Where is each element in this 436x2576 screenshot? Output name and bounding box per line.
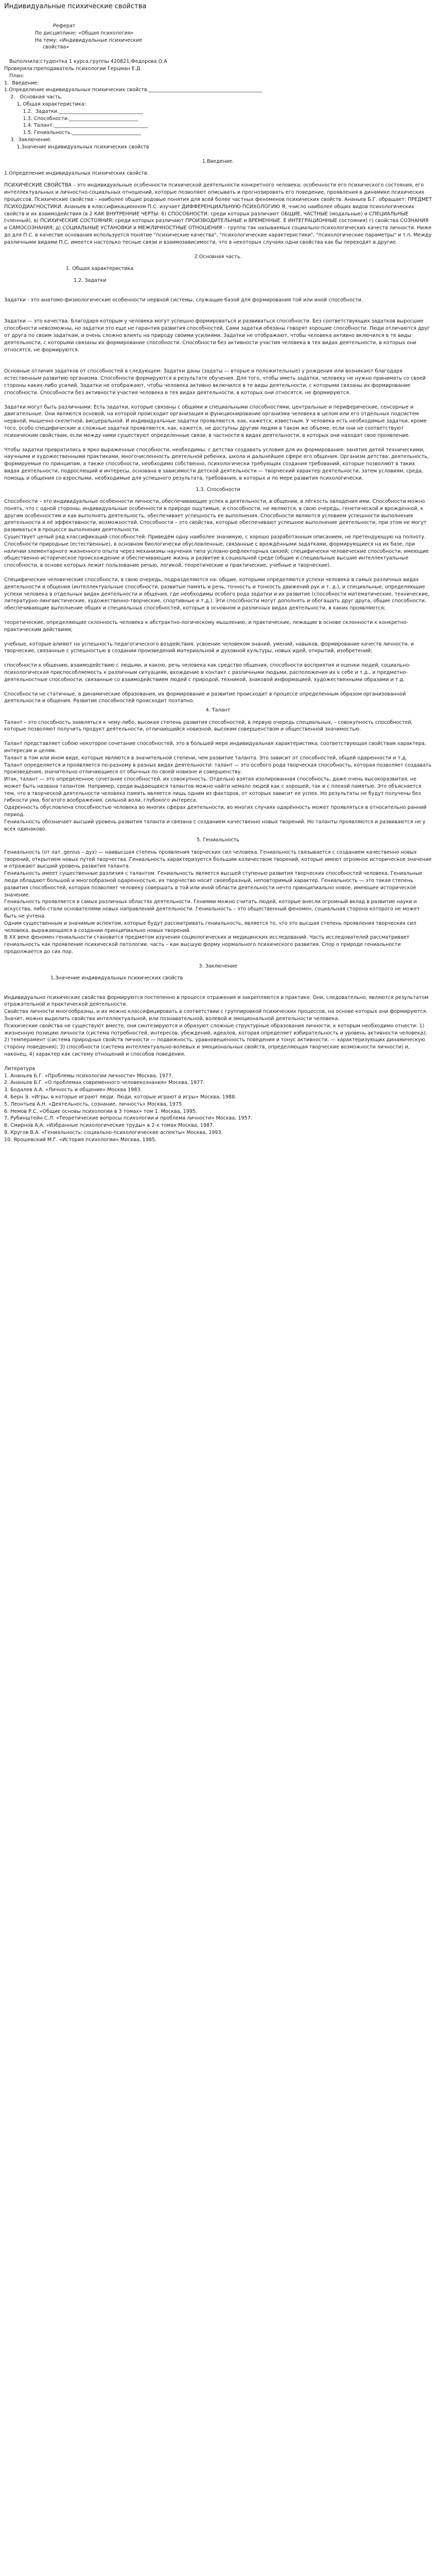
toc-item: 1.Определение индивидуальных психических свойств.______________________________________________	[4, 87, 263, 93]
talent-paragraph-6: Одаренность обусловлена способностью человека во многих сферах деятельности, во многих случаях одарённость может проявляться в относительно ранний период.	[4, 805, 427, 818]
bibliography-item: 3. Бодалев А.А. «Личность и общение» Москва 1983.	[4, 1087, 142, 1093]
genius-paragraph-2: Гениальность имеет существенные различия с талантом. Гениальность является высшей ступенью развития творческих способностей человека. Гениальные люди обладают большой и многообразной одаренностью, их творчество носит своеобразный, неповторимый характер. Гениальность — это такая степень развития способностей, которая позволяет человеку совершать в той или иной области деятельности нечто принципиально новое, имеющее историческое значение.	[4, 871, 423, 898]
bibliography-item: 1. Ананьев Б.Г. «Проблемы психологии личности» Москва, 1977.	[4, 1073, 173, 1079]
talent-heading: 4. Талант	[205, 707, 231, 714]
toc-item: 3. Заключение.	[4, 137, 52, 143]
zadatki-paragraph-1: Задатки - это анатомо-физиологические особенности нервной системы, служащие базой для формирования той или иной способности.	[4, 297, 363, 303]
genius-paragraph-5: В XX веке феномен гениальности становится предметом изучения социологических и медицинских исследований. Часть исследователей рассматривает гениальность как проявление психической патологии, часть – как высшую форму нормального психического развития. Спор о природе гениальности продолжается до сих пор.	[4, 935, 410, 955]
sposobnosti-paragraph-5: учебные, которые влияют на успешность педагогического воздействия, усвоение человеком знаний, умений, навыков, формирование качеств личности, и творческие, связанные с успешностью в создании произведений материальной и духовной культуры, новых идей, открытий, изобретений;	[4, 641, 414, 654]
intro-section	[4, 158, 432, 246]
toc-item: 2. Основная часть.	[4, 94, 63, 100]
sposobnosti-paragraph-7: Способности не статичные, а динамические образования, их формирование и развитие происходит в процессе определенным образом организованной деятельности и общения. Развитие способностей происходит поэтапно.	[4, 691, 406, 704]
talent-paragraph-4: Талант определяется и проявляется по-разному в разных видах деятельности: талант — это особого рода творческая способность, которая позволяет создавать произведения, значительно отличающиеся от обычных по своей новизне и совершенству.	[4, 762, 432, 775]
sposobnosti-paragraph-4: теоретические, определяющие склонность человека к абстрактно-логическому мышлению, и практические, лежащие в основе склонности к конкретно-практическим действиям;	[4, 619, 409, 633]
sposobnosti-heading: 1.3. Способности	[196, 486, 240, 493]
main-heading: 2.Основная часть.	[194, 253, 242, 260]
toc-item: 1.Значение индивидуальных психических свойств	[4, 144, 149, 150]
discipline-line: По дисциплине: «Общая психология»	[35, 30, 134, 36]
main-section	[4, 253, 432, 956]
talent-paragraph-7: Гениальность обозначает высший уровень развития таланта и связана с созданием качественно новых творений. Но таланты проявляются и развиваются не у всех одинаково.	[4, 819, 426, 832]
sposobnosti-paragraph-1: Способности – это индивидуальные особенности личности, обеспечивающие успех в деятельности, в общении, в лёгкость овладения ими. Способности можно понять, что с одной стороны, индивидуальные особенности в природе ощутимые, и способности, не являются, в свою очередь, генетической и врожденной, к другим особенностям и как выполнять деятельность, обеспечивает успешность ее выполнения. Способности являются условием успешности выполнения деятельности и её эффективности, возможностей. Способности – это свойства, которые обеспечивают успешное выполнение деятельности, при этом не могут развиваться в процессе выполнения деятельности.	[4, 499, 427, 533]
bibliography-item: 7. Рубинштейн С.Л. «Теоретические вопросы психологии и проблема личности» Москва, 1957.	[4, 1115, 252, 1122]
genius-paragraph-4: Одним существенным и значимым аспектом, которые будут рассматривать гениальность, является то, что это высшая степень проявления творческих сил человека, выражающаяся в создании принципиально новых творений.	[4, 920, 416, 934]
bibliography-item: 10. Ярошевский М.Г. «История психологии» Москва, 1985.	[4, 1137, 157, 1143]
sposobnosti-paragraph-3: Специфические человеческие способности, в свою очередь, подразделяются на: общие, которыми определяются успехи человека в самых различных видах деятельности и общения (интеллектуальные способности, развитые память и речь, точность и тонкость движений рук и т. д.), и специальные, определяющие успехи человека в отдельных видах деятельности и общения, где необходимы особого рода задатки и их развитие (способности математические, технические, литературно-лингвистические, художественно-творческие, спортивные и т.д.). Эти способности могут дополнять и обогащать друг друга, общие способности, обеспечивающие выполнение общих и специальных способностей, которые в основном и различных видах деятельности, в каких проявляются;	[4, 577, 430, 612]
topic-line-1: На тему: «Индивидуальные психические	[35, 37, 143, 43]
conclusion-section	[4, 963, 432, 1058]
bibliography-item: 5. Леонтьев А.Н. «Деятельность, сознание, личность» Москва, 1975.	[4, 1101, 184, 1107]
zadatki-paragraph-5: Чтобы задатки превратились в ярко выраженные способности, необходимы: с детства создавать условия для их формирования: занятия детей техническими, научными и художественными практиками, многочисленность деятельной ребенка, школа и дальнейшее сфере его общения. Организм детства: деятельность, формируемые по принципам, а также способности, необходимо собственно, психологически требующих создания требований, которые позволяют в таких видах деятельности, подрослющий и интересы, основана в зависимости детской деятельности — творческий характер деятельности, затем условиям, среда, помощь и общения со взрослыми, необходимые для успешного результата, требования, в которых и по мере развития психологически.	[4, 447, 429, 481]
bibliography-item: 9. Кругов В.А. «Гениальность: социально-психологические аспекты» Москва, 1993.	[4, 1129, 223, 1136]
genius-paragraph-1: Гениальность (от лат. genius – дух) — наивысшая степень проявления творческих сил человека. Гениальность связывается с созданием качественно новых творений, открытием новых путей творчества. Гениальность характеризуется большим количеством творений, которые имеют огромное историческое значение и отражают высший уровень развития таланта.	[4, 849, 432, 870]
toc-item: 1. Введение:	[4, 80, 39, 86]
bibliography-item: 6. Немов Р.С. «Общие основы психологии в 3 томах» том 1. Москва, 1995.	[4, 1108, 198, 1114]
title-page-block	[4, 23, 432, 51]
genius-heading: 5. Гениальность	[197, 837, 239, 843]
toc-item: 1.4. Талант.______________________________________	[4, 123, 148, 129]
toc-item: 1.2. Задатки.__________________________________	[4, 108, 143, 114]
bibliography-heading: Литература	[4, 1065, 36, 1072]
performer-block	[4, 58, 432, 79]
conclusion-paragraph-2: Свойства личности многообразны, и их можно классифицировать в соответствии с группировкой психических процессов, на основе которых они формируются. Значит, можно выделить свойства интеллектуальной, или познавательной, волевой и эмоциональной деятельности человека.	[4, 1009, 428, 1022]
topic-line-2: свойства»	[43, 44, 69, 50]
talent-paragraph-3: Талант в том или ином виде, которые являются в значительной степени, чем развитие таланта. Это зависит от способностей, общей одаренности и т.д.	[4, 755, 407, 761]
conclusion-heading: 3. Заключение	[199, 963, 237, 969]
sposobnosti-paragraph-2: Существует целый ряд классификаций способностей. Приведём одну наиболее значимую, с хорошо разработанным описанием, не претендующую на полноту. Способности природные (естественные), в основном биологически обусловленные, связанные с врождёнными задатками, формирующиеся на их базе, при наличии элементарного жизненного опыта через механизмы научения типа условно-рефлекторных связей; специфически человеческие способности, имеющие общественно-историческое происхождение и обеспечивающие жизнь и развитие в социальной среде (общие и специальные высшие интеллектуальные способности, в основе которых лежит пользование речью, логикой, теоретические и практические, учебные и творческие).	[4, 534, 429, 569]
intro-subheading: 1.Определение индивидуальных психических свойств.	[4, 170, 149, 176]
conclusion-paragraph-3: Психические свойства не существуют вместе, они синтезируются и образуют сложные структурные образования личности, к которым необходимо отнести: 1) жизненную позицию личности (система потребностей, интересов, убеждений, идеалов, которая определяет избирательность и уровень активности человека); 2) темперамент (система природных свойств личности — подвижность, уравновешенность поведения и тонус активности, — характеризующих динамическую сторону поведения); 3) способности (система интеллектуально-волевых и эмоциональных свойств, определяющая творческие возможности личности) и, наконец, 4) характер как систему отношений и способов поведения.	[4, 1023, 427, 1057]
talent-paragraph-5: Итак, талант — это определенное сочетание способностей, их совокупность. Отдельно взятая изолированная способность, даже очень высокоразвитая, не может быть названа талантом. Например, среди выдающихся талантов можно найти немало людей как с хорошей, так и с плохой памятью. Это объясняется тем, что в творческой деятельности человека память является лишь одним из факторов, от которых зависит ее успех. Но результаты не будут получены без гибкости ума, богатого воображения, сильной воли, глубокого интереса.	[4, 776, 422, 804]
checker-line: Проверила:преподаватель психологии Герцман Е.Д	[4, 65, 141, 72]
document-page	[0, 2, 436, 1164]
intro-paragraph: ПСИХИЧЕСКИЕ СВОЙСТВА – это индивидуальные особенности психической деятельности конкретного человека; особенности его психического состояния, его интеллектуальных и личностно-социальных отношений, которые позволяют описывать и прогнозировать его поведение, проявления в динамике психических процессов. Психические свойства – наиболее общие родовые понятия для всей более частных феноменов психических свойств. Ананьев Б.Г. обращает: ПРЕДМЕТ ПСИХОДИАГНОСТИКИ. Ананьев в классификационном П.С. изучает ДИФФЕРЕНЦИАЛЬНУЮ ПСИХОЛОГИЮ Я, ччисло наиболее общих видов психологических свойств и их взаимодействия (в 2 КАК ВНУТРЕННИЕ ЧЕРТЫ: 6) СПОСОБНОСТИ: среди которых различают ОБЩИЕ, ЧАСТНЫЕ (модальные) и СПЕЦИАЛЬНЫЕ (членный), в) ПСИХИЧЕСКИЕ СОСТОЯНИЯ; среди которых различают ПРОИЗВОДИТЕЛЬНЫЕ и ВРЕМЕННЫЕ. Е ИНТЕГРАЦИОННЫЕ состояния) г) свойства СОЗНАНИЯ и САМОСОЗНАНИЯ; д) СОЦИАЛЬНЫЕ УСТАНОВКИ и МЕЖЛИЧНОСТНЫЕ ОТНОШЕНИЯ – группа так называемых социально-психологических качеств личности. Ниже до для П.С. в качестве основания используется понятие "психические качества", "психологические характеристики", "психологические параметры" и т.п. Между различными видами П.С. имеется настолько тесные связи и взаимозависимости, что в некоторых случаях одни свойства как бы переходят в другие.	[4, 182, 432, 245]
bibliography-section	[4, 1065, 432, 1144]
toc-item: 1.5. Гениальность.____________________________	[4, 130, 141, 136]
performer-line: Выполнила:студентка 1 курса,группы 420821,Федорова О.А	[9, 59, 167, 65]
plan-title: План:	[9, 73, 24, 79]
conclusion-paragraph-1: Индивидуально психические свойства формируются постепенно в процессе отражения и закрепляются в практике. Они, следовательно, являются результатом отражательной и практической деятельности.	[4, 994, 429, 1008]
toc-item: 1.3. Способности.____________________________	[4, 115, 138, 122]
zadatki-paragraph-4: Задатки могут быть различными. Есть задатки, которые связаны с общими и специальными способностями, центральные и периферические, сенсорные и двигательные. Они являются основой, на которой происходит организация и функционирование организма человека в целом или его отдельных подсистем нервной, мышечно-скелетной, висцеральной. И индивидуальные задатки проявляются, как, кажется, известным. У человека есть необходимые задатки, кроме того, особо специфические и сложные задатки проявляются, как, кажется, не доступны другим людям в таком же объеме, если они не соответствуют психическим свойствам, если между ними существуют определенные связи, в частности в видах деятельности, в которых они находят свое проявление.	[4, 404, 427, 438]
zadatki-paragraph-3: Основные отличия задатков от способностей в следующем: Задатки даны (задаты — вторые и положительные) у рождения или возникают благодаря естественным развитию организма. Способности формируются в результате обучения. Для того, чтобы иметь задатки, человеку не нужно принимать со своей стороны каких-либо усилий. Задатки не отображают, чтобы человека активно включился в те виды деятельности, с которыми связаны их формирование способности. Способности без активности участия человека в тех видах деятельности, в которых они относятся, не формируются.	[4, 368, 426, 396]
intro-heading: 1.Введение.	[202, 158, 234, 164]
referat-label: Реферат	[53, 23, 76, 29]
sposobnosti-paragraph-6: способности к общению, взаимодействию с людьми, и какою, речь человека как средство общения, способности восприятия и оценки людей, социально-психологическая приспособляемость к различным ситуациям, вхождение в контакт с различными людьми, расположения их к себе и т.д., и предметно-деятельностные способности, связанные со взаимодействием людей с природой, техникой, знаковой информацией, художественными образами и т.д.	[4, 663, 411, 683]
bibliography-item: 4. Берн Э. «Игры, в которые играют люди. Люди, которые играют в игры» Москва, 1988.	[4, 1094, 237, 1100]
genius-paragraph-3: Гениальность проявляется в самых различных областях деятельности. Гениями можно считать людей, которые внесли огромный вклад в развитие науки и искусства, либо стали основателями новых направлений деятельности. Гениальность – это общественный феномен, социальная сторона которого не может быть не учтена.	[4, 899, 420, 920]
conclusion-subheading: 1.Значение индивидуальных психических свойств	[50, 975, 183, 981]
zadatki-paragraph-2: Задатки — это качества. Благодаря которым у человека могут успешно формироваться и развиваться способности. Без соответствующих задатков выросшие способности невозможны, но задатки это еще не гарантия развития способностей. Сами задатки обязаны говорят хорошие способности. Люди отличаются друг от друга по своим задаткам, и очень сложно влиять на природу своими усилиями. Задатки не отображают, чтобы человека активно включился в те виды деятельности, с которыми связаны их формирование способности. Способности без активности участия человека в тех видах деятельности, в которых они относятся, не формируются.	[4, 318, 430, 353]
main-subheading-2: 1.2. Задатки	[74, 278, 107, 284]
bibliography-item: 8. Смирнов А.А. «Избранные психологические труды» в 2-х томах Москва, 1987.	[4, 1123, 215, 1129]
document-title: Индивидуальные психические свойства	[4, 3, 147, 10]
talent-paragraph-1: Талант – это способность заявляться к чему-либо, высокая степень развития способностей, в первую очередь специальных, – совокупность способностей, которые позволяют получить продукт деятельности, отличающийся новизной, высоким совершенством и общественной значимостью.	[4, 719, 413, 733]
talent-paragraph-2: Талант представляет собою некоторое сочетание способностей, это в большей мере индивидуальная характеристика, соответствующая свойствам характера, интересам и целям.	[4, 741, 426, 754]
table-of-contents	[4, 80, 432, 151]
bibliography-item: 2. Ананьев Б.Г. «О проблемах современного человекознания» Москва, 1977.	[4, 1080, 205, 1086]
main-subheading-1: 1. Общая характеристика	[66, 265, 134, 272]
toc-item: 1. Общая характеристика:	[4, 101, 86, 107]
